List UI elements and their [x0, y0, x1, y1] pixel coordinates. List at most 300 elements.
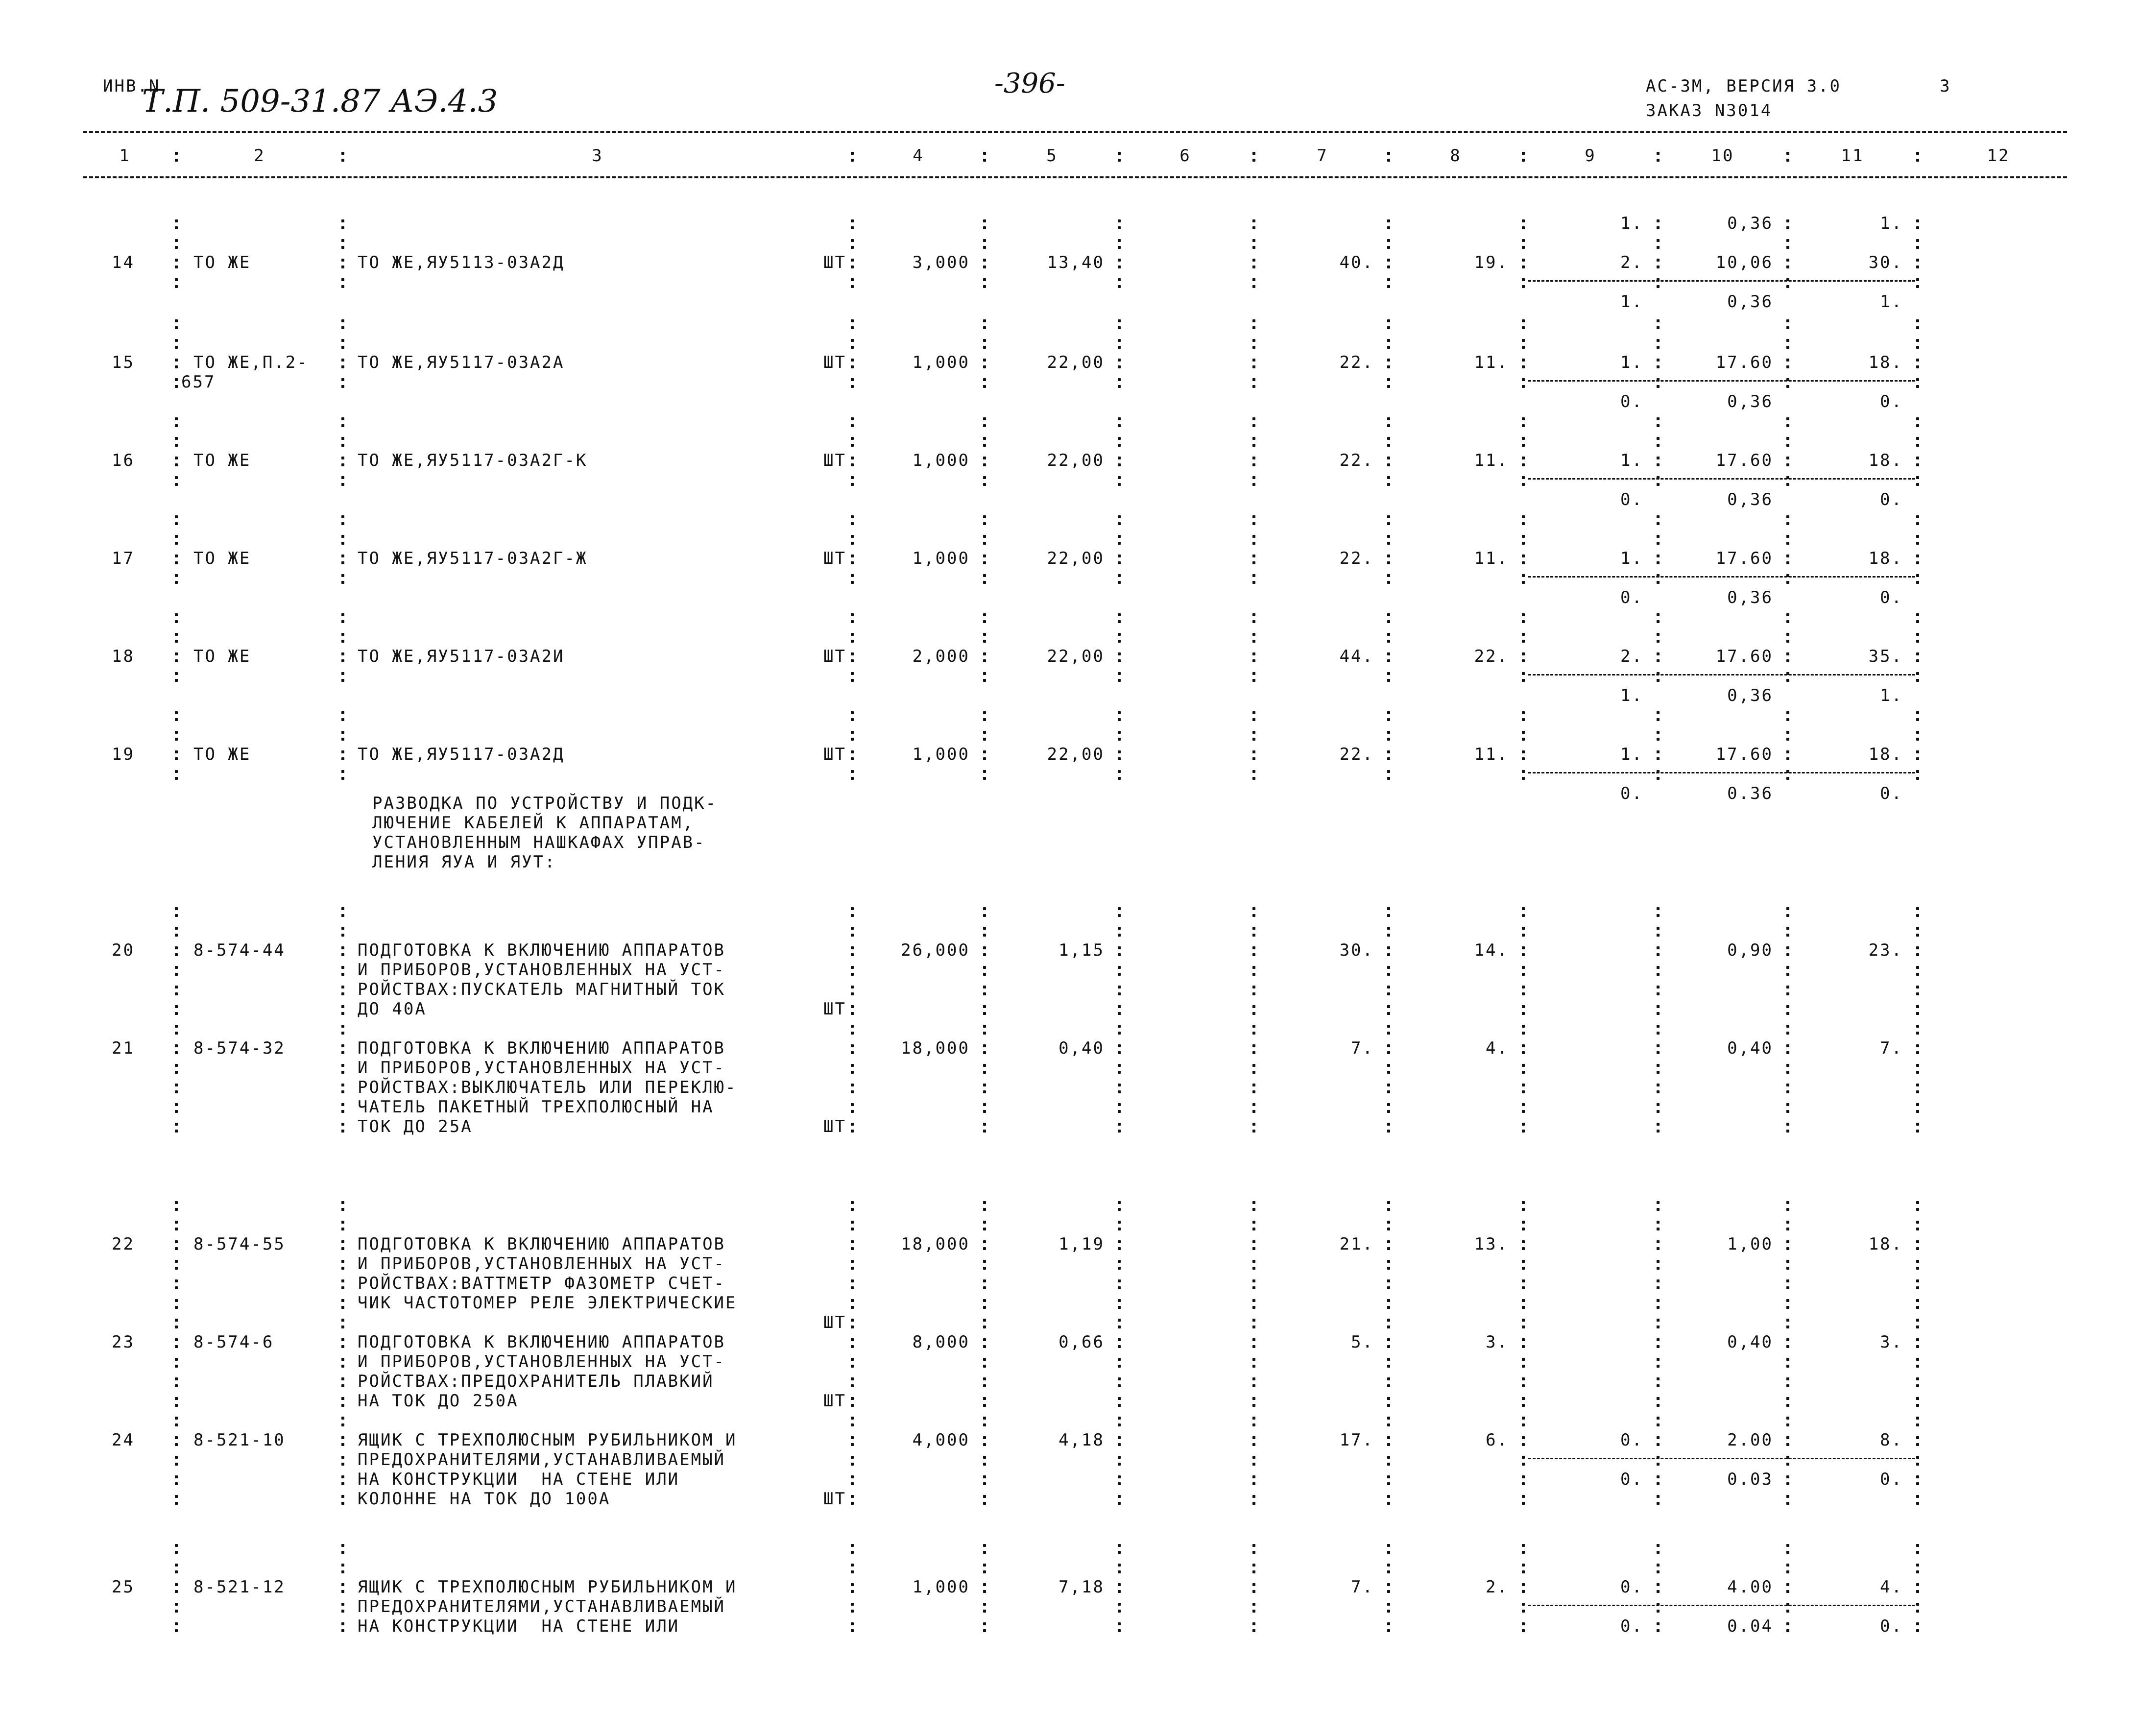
column-separator — [849, 323, 856, 324]
column-separator — [1385, 578, 1392, 579]
column-separator — [1520, 950, 1527, 951]
column-separator — [339, 282, 346, 283]
column-separator — [1784, 1087, 1791, 1088]
column-separator — [339, 989, 346, 990]
column-separator — [1385, 1567, 1392, 1568]
column-separator — [1116, 754, 1123, 755]
column-separator — [173, 1107, 180, 1108]
wage-value: 11. — [1474, 745, 1509, 764]
column-separator — [849, 578, 856, 579]
column-separator — [1385, 1087, 1392, 1088]
column-separator — [1251, 1342, 1257, 1343]
work-code: ТО ЖЕ — [193, 745, 251, 764]
column-separator — [1784, 754, 1791, 755]
work-description: ЧИК ЧАСТОТОМЕР РЕЛЕ ЭЛЕКТРИЧЕСКИЕ — [358, 1293, 737, 1313]
column-separator — [849, 1048, 856, 1049]
column-separator — [849, 1283, 856, 1284]
column-separator — [1784, 578, 1791, 579]
work-description: КОЛОННЕ НА ТОК ДО 100А — [358, 1489, 611, 1509]
column-separator — [1655, 1381, 1661, 1382]
column-separator — [1116, 519, 1123, 520]
column-separator — [981, 1107, 988, 1108]
column-separator — [339, 1479, 346, 1480]
column-separator — [1784, 223, 1791, 224]
cost-c10-mid: 17.60 — [1715, 451, 1773, 470]
column-separator — [981, 362, 988, 363]
column-separator — [849, 617, 856, 618]
work-description: ТО ЖЕ,ЯУ5117-03А2И — [358, 647, 565, 666]
column-separator — [1914, 1205, 1921, 1206]
column-separator — [981, 519, 988, 520]
unit-price-value: 0,40 — [1058, 1038, 1105, 1058]
column-separator — [1655, 1048, 1661, 1049]
work-description: ЯЩИК С ТРЕХПОЛЮСНЫМ РУБИЛЬНИКОМ И — [358, 1577, 737, 1597]
cost-c10-mid: 2.00 — [1727, 1430, 1773, 1450]
column-separator — [1251, 1087, 1257, 1088]
column-separator — [849, 362, 856, 363]
column-separator — [1655, 421, 1661, 422]
cost-c11-mid: 35. — [1868, 647, 1903, 666]
unit-price-value: 22,00 — [1047, 451, 1105, 470]
column-separator — [1914, 558, 1921, 559]
column-separator — [1784, 519, 1791, 520]
cost-c11-bot: 1. — [1880, 686, 1903, 705]
column-separator — [339, 950, 346, 951]
unit-label: ШТ — [823, 353, 846, 372]
column-separator — [1655, 558, 1661, 559]
column-separator — [1520, 617, 1527, 618]
column-separator — [981, 911, 988, 912]
wage-value: 11. — [1474, 353, 1509, 372]
work-description: И ПРИБОРОВ,УСТАНОВЛЕННЫХ НА УСТ- — [358, 1254, 726, 1274]
work-description: РОЙСТВАХ:ПУСКАТЕЛЬ МАГНИТНЫЙ ТОК — [358, 980, 726, 999]
section-note-line: ЛЮЧЕНИЕ КАБЕЛЕЙ К АППАРАТАМ, — [372, 813, 695, 833]
column-separator — [173, 1205, 180, 1206]
quantity-value: 18,000 — [901, 1234, 970, 1254]
column-separator — [1251, 715, 1257, 716]
cost-c11-mid: 18. — [1868, 745, 1903, 764]
program-version: АС-3М, ВЕРСИЯ 3.0 — [1646, 76, 1841, 96]
wage-value: 11. — [1474, 451, 1509, 470]
column-separator — [849, 558, 856, 559]
total-cost-value: 7. — [1351, 1577, 1374, 1597]
cost-c9-bot: 1. — [1620, 686, 1643, 705]
column-separator — [981, 382, 988, 383]
column-separator — [1655, 1567, 1661, 1568]
column-separator — [1520, 578, 1527, 579]
cost-c10-mid: 17.60 — [1715, 745, 1773, 764]
column-separator — [1251, 656, 1257, 657]
cost-c11-top: 1. — [1880, 214, 1903, 233]
column-separator — [173, 1479, 180, 1480]
work-description: ТО ЖЕ,ЯУ5113-03А2Д — [358, 253, 565, 272]
page-number: -396- — [994, 68, 1065, 99]
column-separator — [1914, 382, 1921, 383]
column-separator — [1251, 223, 1257, 224]
cost-c11-mid: 3. — [1880, 1332, 1903, 1352]
cost-c9-bot: 0. — [1620, 588, 1643, 607]
column-separator — [981, 282, 988, 283]
column-separator — [1914, 480, 1921, 481]
column-separator — [1385, 362, 1392, 363]
column-separator — [1784, 1244, 1791, 1245]
row-number: 22 — [112, 1234, 135, 1254]
column-separator — [981, 323, 988, 324]
subtotal-rule — [1528, 1605, 1915, 1606]
column-separator — [1520, 1626, 1527, 1627]
cost-c10-mid: 17.60 — [1715, 549, 1773, 568]
column-separator — [173, 382, 180, 383]
column-separator — [1520, 519, 1527, 520]
column-separator — [849, 1342, 856, 1343]
column-separator — [1251, 1244, 1257, 1245]
column-separator — [1655, 1587, 1661, 1588]
column-separator — [1914, 1107, 1921, 1108]
column-separator — [1116, 480, 1123, 481]
work-description: ТО ЖЕ,ЯУ5117-03А2Г-Ж — [358, 549, 588, 568]
row-number: 24 — [112, 1430, 135, 1450]
column-separator — [339, 578, 346, 579]
unit-label: ШТ — [823, 1117, 846, 1136]
unit-price-value: 22,00 — [1047, 647, 1105, 666]
total-cost-value: 22. — [1339, 353, 1374, 372]
column-separator — [1251, 1587, 1257, 1588]
cost-c10-mid: 0,90 — [1727, 940, 1773, 960]
column-separator — [339, 558, 346, 559]
column-separator — [1385, 1626, 1392, 1627]
column-separator — [1784, 1626, 1791, 1627]
column-separator — [173, 1440, 180, 1441]
column-separator — [1116, 715, 1123, 716]
column-separator — [981, 1244, 988, 1245]
column-separator — [339, 362, 346, 363]
column-separator — [1116, 382, 1123, 383]
cost-c10-mid: 17.60 — [1715, 353, 1773, 372]
cost-c10-mid: 10,06 — [1715, 253, 1773, 272]
column-separator — [1251, 1283, 1257, 1284]
column-separator — [1385, 1048, 1392, 1049]
cost-c10-mid: 4.00 — [1727, 1577, 1773, 1597]
column-separator — [981, 1087, 988, 1088]
column-separator — [1385, 519, 1392, 520]
column-separator — [1784, 382, 1791, 383]
cost-c11-bot: 0. — [1880, 392, 1903, 411]
column-separator — [1116, 362, 1123, 363]
column-separator — [1116, 578, 1123, 579]
column-separator — [173, 617, 180, 618]
quantity-value: 2,000 — [912, 647, 970, 666]
column-separator — [1655, 480, 1661, 481]
work-description: НА КОНСТРУКЦИИ НА СТЕНЕ ИЛИ — [358, 1616, 680, 1636]
row-number: 21 — [112, 1038, 135, 1058]
project-number: Т.П. 509-31.87 АЭ.4.3 — [142, 83, 498, 120]
column-separator — [1655, 1087, 1661, 1088]
column-separator — [339, 715, 346, 716]
column-separator — [1784, 362, 1791, 363]
column-separator — [981, 1381, 988, 1382]
column-separator — [1385, 1205, 1392, 1206]
column-separator — [1914, 911, 1921, 912]
column-header-6: 6 — [1179, 146, 1191, 166]
column-separator — [1914, 715, 1921, 716]
work-code: 657 — [181, 372, 216, 392]
column-separator — [1520, 1342, 1527, 1343]
total-cost-value: 44. — [1339, 647, 1374, 666]
column-separator — [849, 1479, 856, 1480]
section-note-line: УСТАНОВЛЕННЫМ НАШКАФАХ УПРАВ- — [372, 833, 706, 852]
column-separator — [849, 754, 856, 755]
column-separator — [1655, 1283, 1661, 1284]
cost-c9-bot: 0. — [1620, 392, 1643, 411]
work-description: НА КОНСТРУКЦИИ НА СТЕНЕ ИЛИ — [358, 1470, 680, 1489]
column-separator — [339, 382, 346, 383]
column-separator — [1385, 480, 1392, 481]
column-separator — [1655, 911, 1661, 912]
column-separator — [1385, 1479, 1392, 1480]
cost-c11-mid: 8. — [1880, 1430, 1903, 1450]
column-separator — [1251, 950, 1257, 951]
column-separator — [1914, 950, 1921, 951]
column-separator — [1251, 421, 1257, 422]
wage-value: 22. — [1474, 647, 1509, 666]
column-separator — [173, 1283, 180, 1284]
column-separator — [339, 519, 346, 520]
quantity-value: 1,000 — [912, 451, 970, 470]
column-separator — [1655, 323, 1661, 324]
wage-value: 19. — [1474, 253, 1509, 272]
column-separator — [1116, 1244, 1123, 1245]
column-separator — [339, 1009, 346, 1010]
column-separator — [849, 1009, 856, 1010]
header-rule-top — [83, 131, 2067, 133]
column-separator — [849, 950, 856, 951]
column-separator — [1914, 1626, 1921, 1627]
column-separator — [981, 1048, 988, 1049]
cost-c11-mid: 30. — [1868, 253, 1903, 272]
column-separator — [1784, 656, 1791, 657]
column-separator — [339, 1381, 346, 1382]
column-separator — [849, 1087, 856, 1088]
cost-c9-mid: 2. — [1620, 647, 1643, 666]
subtotal-rule — [1528, 380, 1915, 382]
column-separator — [1385, 617, 1392, 618]
column-separator — [1520, 1087, 1527, 1088]
row-number: 16 — [112, 451, 135, 470]
column-separator — [981, 460, 988, 461]
unit-price-value: 13,40 — [1047, 253, 1105, 272]
work-description: РОЙСТВАХ:ПРЕДОХРАНИТЕЛЬ ПЛАВКИЙ — [358, 1372, 714, 1391]
total-cost-value: 7. — [1351, 1038, 1374, 1058]
column-separator — [1520, 1205, 1527, 1206]
column-separator — [849, 1587, 856, 1588]
column-separator — [339, 1567, 346, 1568]
column-separator — [1385, 382, 1392, 383]
column-separator — [1251, 282, 1257, 283]
column-separator — [1655, 950, 1661, 951]
total-cost-value: 22. — [1339, 745, 1374, 764]
column-separator — [1116, 656, 1123, 657]
column-separator — [1655, 754, 1661, 755]
column-separator — [173, 754, 180, 755]
column-separator — [849, 460, 856, 461]
work-code: ТО ЖЕ,П.2- — [193, 353, 309, 372]
column-separator — [1251, 1009, 1257, 1010]
column-separator — [1251, 911, 1257, 912]
column-separator — [1520, 362, 1527, 363]
column-separator — [1385, 911, 1392, 912]
column-separator — [1251, 1479, 1257, 1480]
column-separator — [339, 480, 346, 481]
subtotal-rule — [1528, 1458, 1915, 1459]
quantity-value: 26,000 — [901, 940, 970, 960]
column-separator — [1914, 223, 1921, 224]
work-description: ЯЩИК С ТРЕХПОЛЮСНЫМ РУБИЛЬНИКОМ И — [358, 1430, 737, 1450]
column-separator — [1914, 617, 1921, 618]
column-separator — [1914, 282, 1921, 283]
column-separator — [1784, 1009, 1791, 1010]
column-separator — [1914, 1009, 1921, 1010]
column-separator — [849, 519, 856, 520]
work-code: ТО ЖЕ — [193, 647, 251, 666]
column-separator — [1655, 617, 1661, 618]
column-separator — [1116, 1342, 1123, 1343]
row-number: 20 — [112, 940, 135, 960]
column-separator — [1655, 519, 1661, 520]
order-number: ЗАКАЗ N3014 — [1646, 101, 1773, 121]
column-separator — [981, 421, 988, 422]
column-separator — [1116, 460, 1123, 461]
unit-price-value: 7,18 — [1058, 1577, 1105, 1597]
column-separator — [1116, 558, 1123, 559]
column-separator — [1520, 989, 1527, 990]
work-description: ПРЕДОХРАНИТЕЛЯМИ,УСТАНАВЛИВАЕМЫЙ — [358, 1450, 726, 1470]
unit-label: ШТ — [823, 1313, 846, 1332]
cost-c9-mid: 0. — [1620, 1430, 1643, 1450]
column-separator — [1655, 382, 1661, 383]
column-separator — [1520, 1479, 1527, 1480]
work-code: 8-521-12 — [193, 1577, 286, 1597]
column-separator — [1520, 1381, 1527, 1382]
column-separator — [1784, 460, 1791, 461]
cost-c11-mid: 18. — [1868, 353, 1903, 372]
wage-value: 13. — [1474, 1234, 1509, 1254]
column-separator — [1520, 1587, 1527, 1588]
cost-c9-bot: 1. — [1620, 292, 1643, 312]
column-header-3: 3 — [592, 146, 603, 166]
column-separator — [1655, 578, 1661, 579]
work-description: ТО ЖЕ,ЯУ5117-03А2А — [358, 353, 565, 372]
column-separator — [173, 1048, 180, 1049]
column-separator — [1251, 519, 1257, 520]
column-separator — [1116, 1048, 1123, 1049]
work-description: НА ТОК ДО 250А — [358, 1391, 519, 1411]
column-separator — [1784, 1567, 1791, 1568]
work-description: ПОДГОТОВКА К ВКЛЮЧЕНИЮ АППАРАТОВ — [358, 1038, 726, 1058]
work-description: ТОК ДО 25А — [358, 1117, 473, 1136]
cost-c9-bot: 0. — [1620, 1616, 1643, 1636]
column-separator — [1784, 1479, 1791, 1480]
work-description: И ПРИБОРОВ,УСТАНОВЛЕННЫХ НА УСТ- — [358, 1058, 726, 1078]
column-separator — [173, 558, 180, 559]
column-separator — [1655, 1342, 1661, 1343]
column-separator — [1385, 754, 1392, 755]
column-separator — [1116, 911, 1123, 912]
cost-c9-mid: 1. — [1620, 745, 1643, 764]
column-separator — [981, 578, 988, 579]
column-separator — [1385, 1009, 1392, 1010]
column-separator — [339, 1587, 346, 1588]
row-number: 15 — [112, 353, 135, 372]
column-separator — [173, 519, 180, 520]
column-separator — [849, 480, 856, 481]
work-code: 8-574-55 — [193, 1234, 286, 1254]
column-separator — [339, 911, 346, 912]
column-separator — [1520, 1283, 1527, 1284]
column-separator — [1914, 656, 1921, 657]
column-separator — [1385, 1587, 1392, 1588]
cost-c11-bot: 0. — [1880, 1616, 1903, 1636]
column-separator — [1784, 989, 1791, 990]
column-separator — [339, 421, 346, 422]
work-code: ТО ЖЕ — [193, 549, 251, 568]
column-separator — [981, 989, 988, 990]
subtotal-rule — [1528, 674, 1915, 675]
column-separator — [1655, 1205, 1661, 1206]
column-separator — [1251, 382, 1257, 383]
column-separator — [1385, 656, 1392, 657]
column-separator — [1655, 1479, 1661, 1480]
column-separator — [1116, 1009, 1123, 1010]
column-separator — [1251, 1440, 1257, 1441]
work-description: ПОДГОТОВКА К ВКЛЮЧЕНИЮ АППАРАТОВ — [358, 1332, 726, 1352]
column-separator — [1385, 950, 1392, 951]
unit-label: ШТ — [823, 745, 846, 764]
column-separator — [1520, 656, 1527, 657]
column-separator — [1251, 1107, 1257, 1108]
column-separator — [1116, 421, 1123, 422]
column-separator — [1116, 1440, 1123, 1441]
column-separator — [849, 656, 856, 657]
column-separator — [1520, 911, 1527, 912]
wage-value: 14. — [1474, 940, 1509, 960]
column-separator — [173, 1587, 180, 1588]
work-description: И ПРИБОРОВ,УСТАНОВЛЕННЫХ НА УСТ- — [358, 960, 726, 980]
row-number: 17 — [112, 549, 135, 568]
column-separator — [1251, 1381, 1257, 1382]
column-separator — [1784, 1381, 1791, 1382]
column-separator — [981, 480, 988, 481]
column-separator — [849, 282, 856, 283]
column-separator — [1914, 421, 1921, 422]
column-separator — [173, 362, 180, 363]
column-separator — [1914, 1567, 1921, 1568]
cost-c10-bot: 0,36 — [1727, 588, 1773, 607]
unit-price-value: 4,18 — [1058, 1430, 1105, 1450]
column-separator — [1116, 1479, 1123, 1480]
column-separator — [173, 1342, 180, 1343]
unit-label: ШТ — [823, 549, 846, 568]
work-description: ПРЕДОХРАНИТЕЛЯМИ,УСТАНАВЛИВАЕМЫЙ — [358, 1597, 726, 1616]
column-separator — [1116, 282, 1123, 283]
column-separator — [1385, 460, 1392, 461]
column-separator — [1116, 617, 1123, 618]
column-header-12: 12 — [1987, 146, 2010, 166]
column-separator — [1914, 362, 1921, 363]
column-separator — [1655, 1440, 1661, 1441]
column-separator — [1116, 323, 1123, 324]
column-separator — [1784, 558, 1791, 559]
total-cost-value: 40. — [1339, 253, 1374, 272]
